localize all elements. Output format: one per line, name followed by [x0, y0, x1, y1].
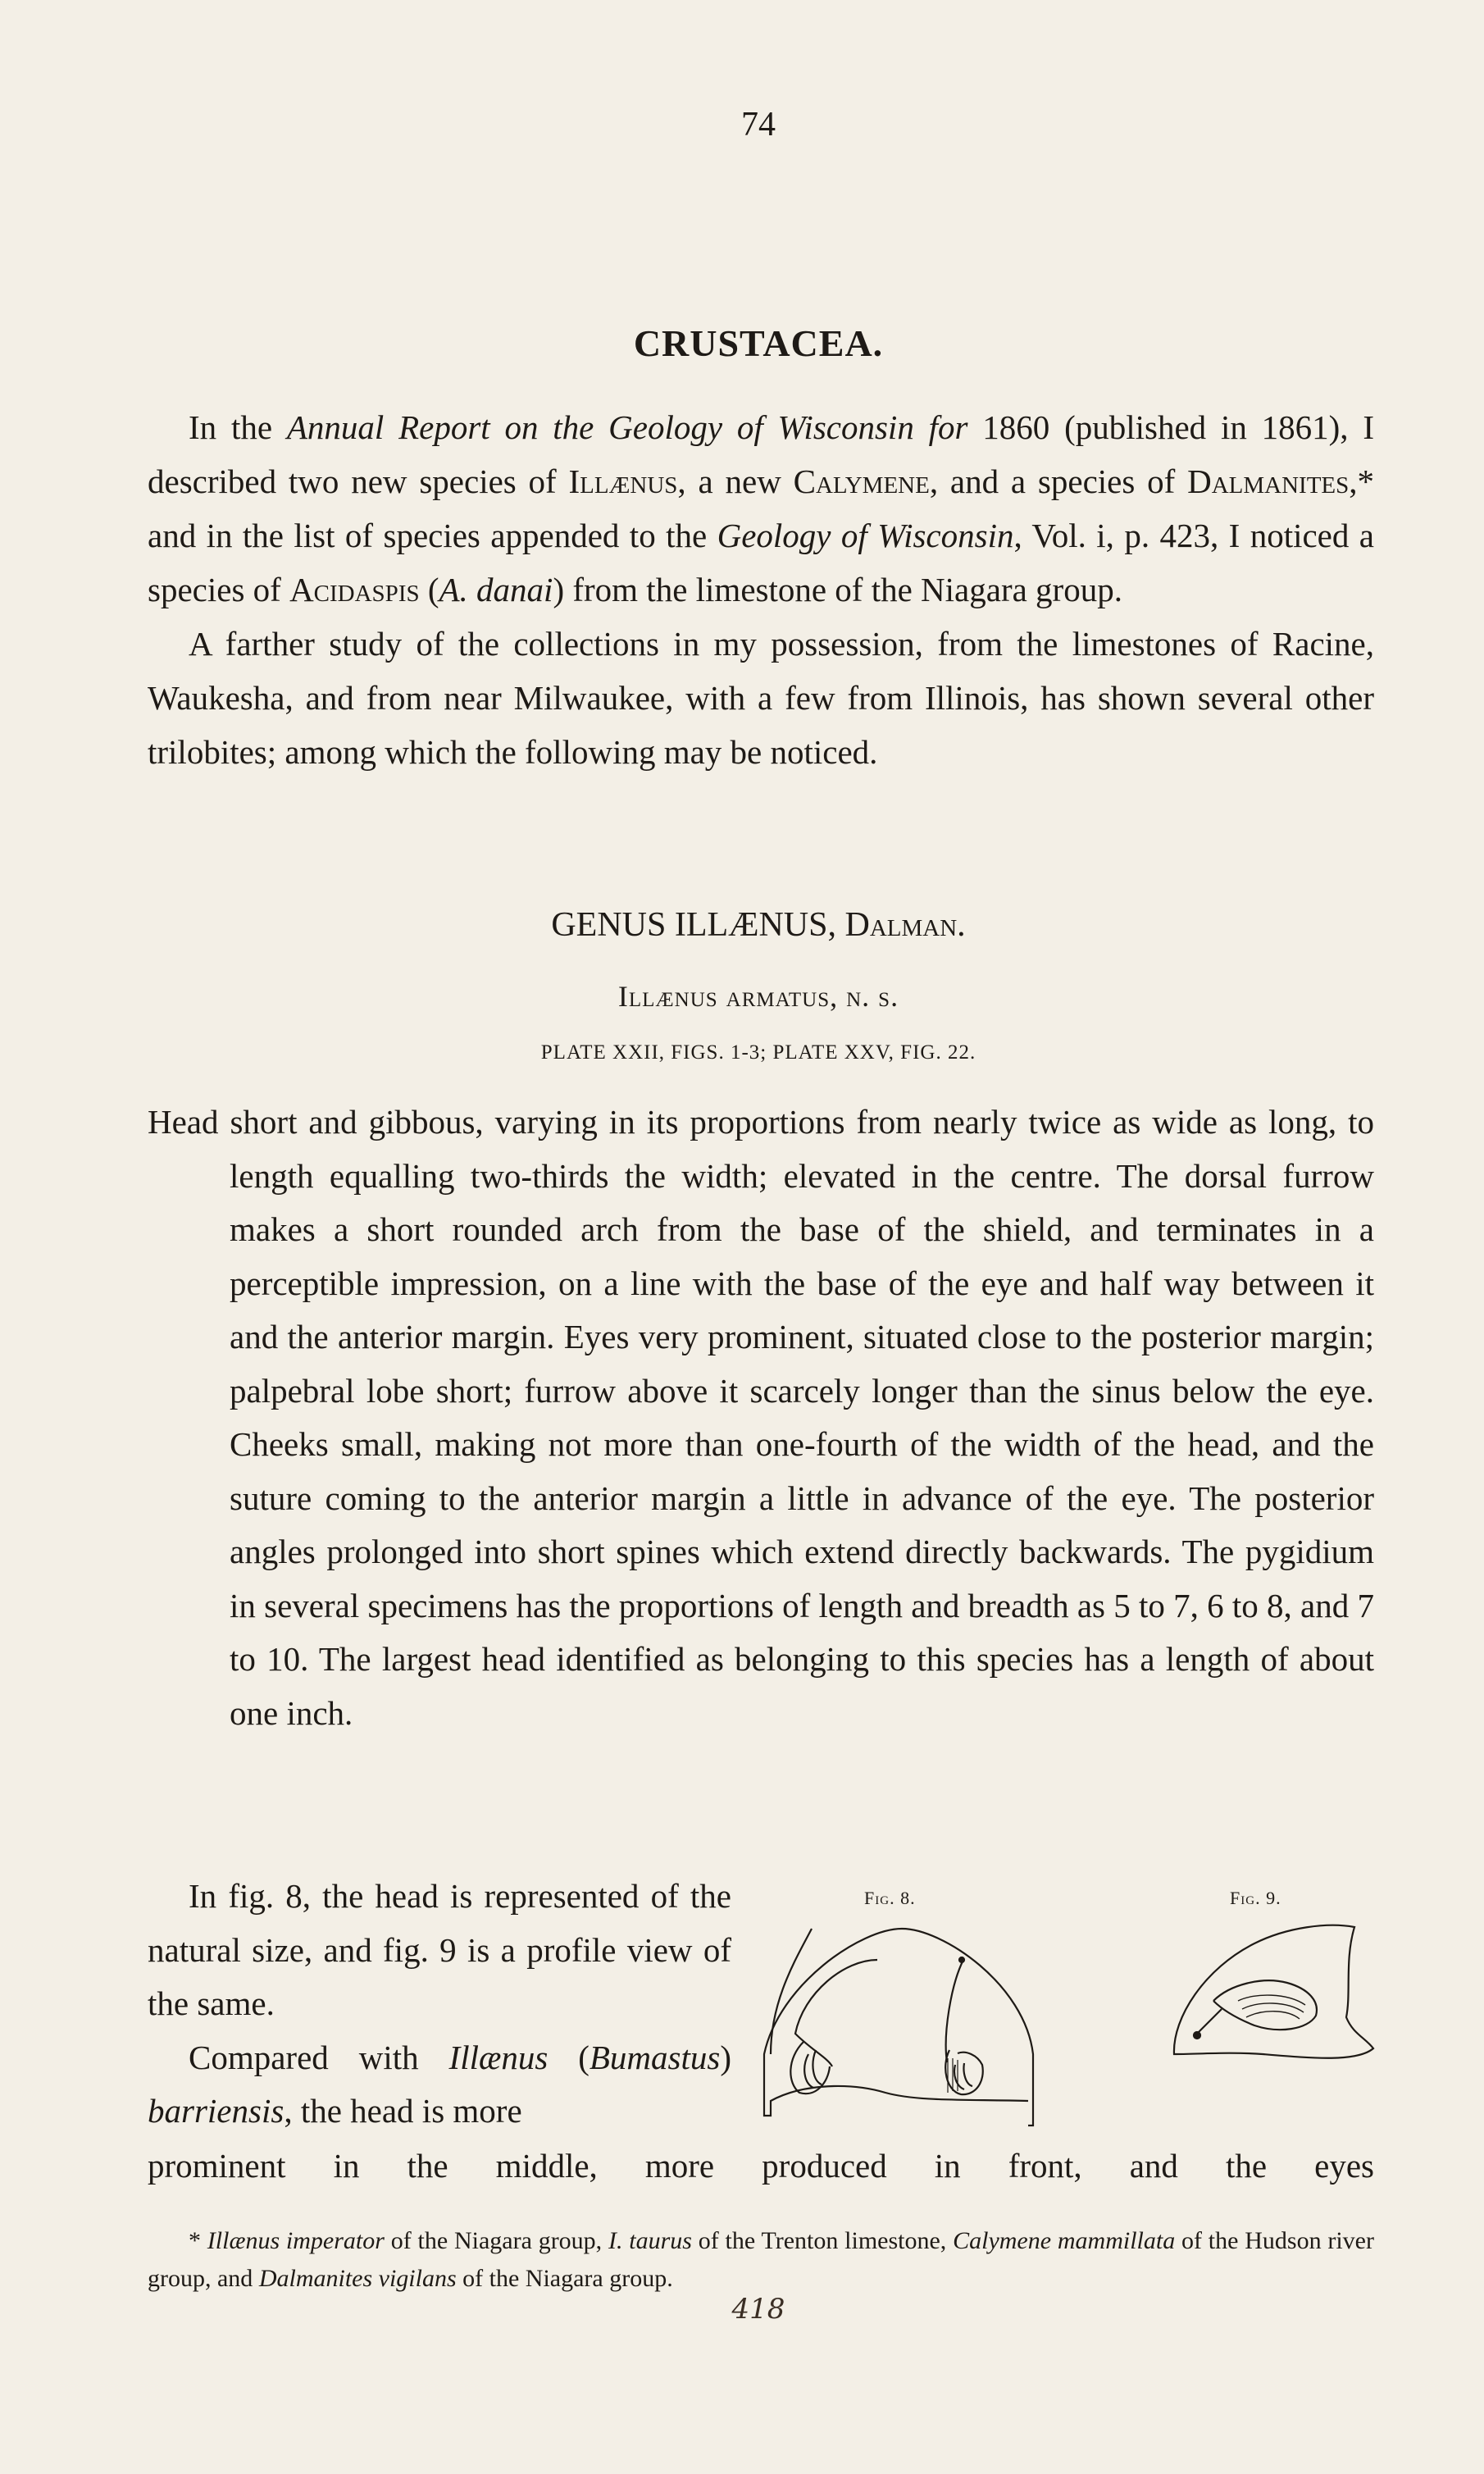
genus-name: Illænus	[568, 462, 678, 500]
text-run: ,* and in the list of species appended to the	[148, 462, 1374, 554]
footnote	[148, 2222, 1374, 2298]
text-run: , the head is more	[284, 2092, 522, 2130]
text-run: (	[419, 571, 439, 608]
species-name: Dalmanites vigilans	[258, 2265, 457, 2292]
text-run: 1860 (published in 1861), I described two new species of	[148, 408, 1374, 500]
text-run: of the Niagara group,	[384, 2227, 608, 2254]
fig9-outline	[1174, 1925, 1373, 2058]
species-name: barriensis	[148, 2092, 285, 2130]
intro-paragraph-2: A farther study of the collections in my possession, from the limestones of Racine, Waukesha, and from near Milwaukee, with a few from Illinois, has shown several other trilobites; among which the following may be noticed.	[148, 625, 1374, 771]
plate-reference: PLATE XXII, FIGS. 1-3; PLATE XXV, FIG. 22.	[540, 1041, 976, 1064]
genus-name: Dalmanites	[1187, 462, 1350, 500]
text-run: , Vol. i, p. 423, I noticed a species of	[148, 517, 1374, 608]
text-run: of the Hudson river group, and	[148, 2227, 1374, 2292]
text-run: of the Trenton limestone,	[691, 2227, 954, 2254]
fig9-label: Fig. 9.	[1230, 1888, 1281, 1908]
fig8-label: Fig. 8.	[864, 1888, 916, 1908]
page-number: 74	[741, 106, 776, 144]
genus-heading-author: Dalman.	[844, 906, 966, 944]
text-run: of the Niagara group.	[456, 2265, 673, 2292]
handwritten-note: 418	[731, 2293, 785, 2326]
species-name: Illænus	[448, 2038, 549, 2076]
text-run: ) from the limestone of the Niagara group.	[553, 571, 1122, 608]
fig9-eye	[1213, 1980, 1317, 2030]
genus-heading-name: GENUS ILLÆNUS,	[551, 906, 845, 944]
fig9-profile-drawing	[1164, 1911, 1386, 2075]
text-run: Compared with	[189, 2038, 449, 2076]
figure-paragraph-1: In fig. 8, the head is represented of the natural size, and fig. 9 is a profile view of the same.	[148, 1877, 731, 2022]
figure-paragraph-2	[148, 2031, 731, 2139]
section-title: CRUSTACEA.	[633, 322, 884, 364]
text-run: )	[720, 2038, 732, 2076]
footnote-marker: *	[189, 2227, 207, 2254]
species-name: Calymene mammillata	[953, 2227, 1176, 2254]
fig8-dorsal-furrow-right	[946, 1960, 963, 2062]
species-name: Bumastus	[589, 2038, 721, 2076]
text-run: (	[548, 2038, 590, 2076]
intro-text	[148, 400, 1374, 779]
book-title: Geology of Wisconsin	[717, 517, 1014, 554]
species-heading: Illænus armatus, n. s.	[617, 980, 899, 1013]
fig8-dorsal-furrow-left	[795, 1960, 877, 2066]
intro-paragraph-1	[148, 400, 1374, 617]
species-name: I. taurus	[608, 2227, 692, 2254]
report-title: Annual Report on the Geology of Wisconsin for	[286, 408, 968, 446]
continuation-line: prominent in the middle, more produced in front, and the eyes	[148, 2147, 1374, 2185]
text-run: , a new	[677, 462, 794, 500]
text-run: , and a species of	[929, 462, 1188, 500]
fig8-base-margin	[764, 2086, 1028, 2116]
species-description: Head short and gibbous, varying in its proportions from nearly twice as wide as long, to length equalling two-thirds the width; elevated in the centre. The dorsal furrow makes a short rounded arch from the base of the shield, and terminates in a perceptible impression, on a line with the base of the eye and half way between it and the anterior margin. Eyes very prominent, situated close to the posterior margin; palpebral lobe short; furrow above it scarcely longer than the sinus below the eye. Cheeks small, making not more than one-fourth of the width of the head, and the suture coming to the anterior margin a little in advance of the eye. The posterior angles prolonged into short spines which extend directly backwards. The pygidium in several specimens has the proportions of length and breadth as 5 to 7, 6 to 8, and 7 to 10. The largest head identified as belonging to this species has a length of about one inch.	[148, 1103, 1374, 1732]
text-run: In the	[189, 408, 287, 446]
fig9-spine	[1197, 2009, 1222, 2034]
genus-name: Acidaspis	[289, 571, 420, 608]
genus-name: Calymene	[793, 462, 930, 500]
figure-side-text	[148, 1870, 731, 2139]
species-name: A. danai	[439, 571, 553, 608]
genus-heading	[0, 905, 1484, 945]
species-name: Illænus imperator	[207, 2227, 385, 2254]
fig8-trilobite-head-drawing	[754, 1911, 1049, 2132]
footnote-text	[148, 2222, 1374, 2298]
